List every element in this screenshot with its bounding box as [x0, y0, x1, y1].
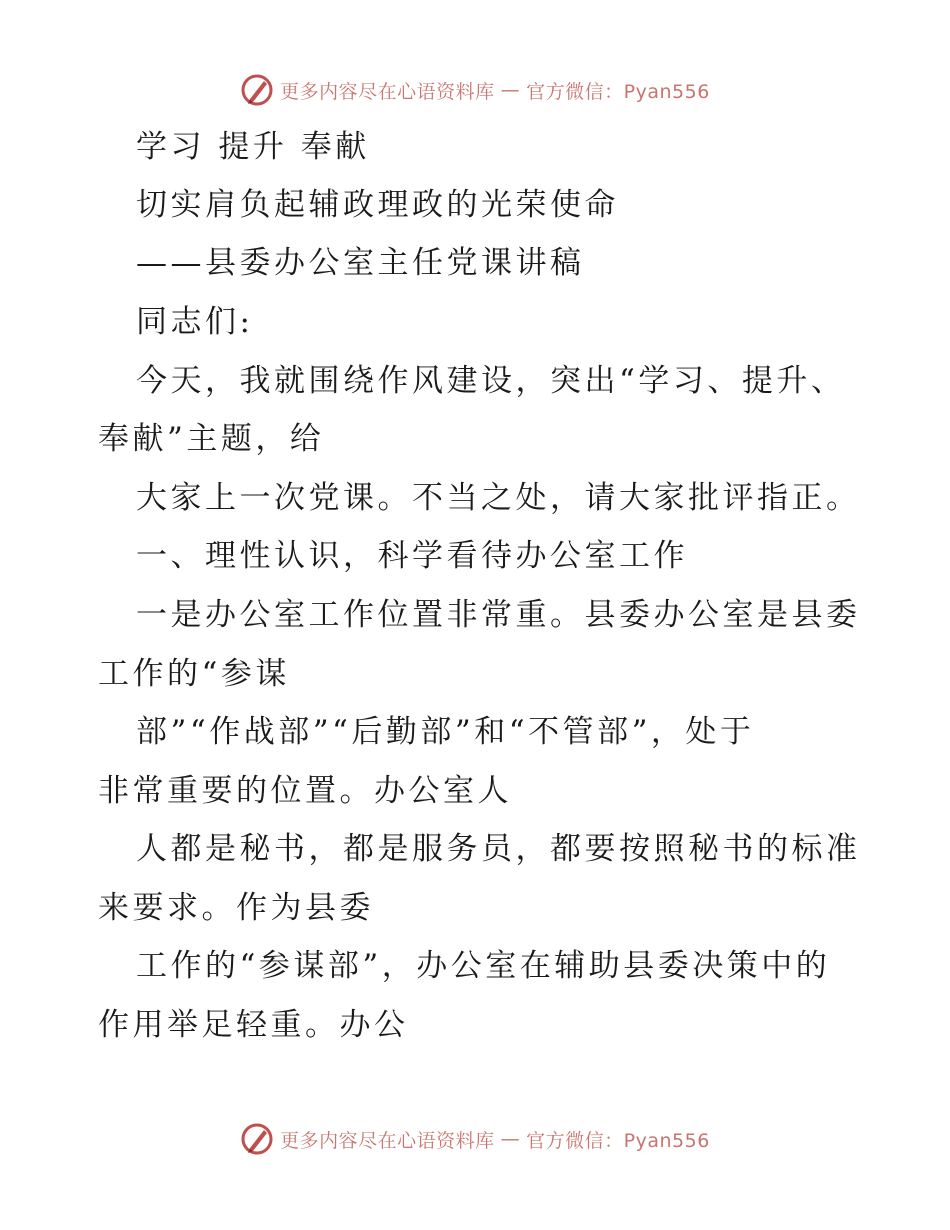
doc-salutation: 同志们:: [136, 304, 254, 340]
doc-title: 学习 提升 奉献: [136, 129, 370, 165]
doc-paragraph-line: 今天，我就围绕作风建设，突出“学习、提升、: [136, 363, 846, 399]
watermark-separator: —: [500, 1128, 521, 1150]
doc-paragraph-line: 大家上一次党课。不当之处，请大家批评指正。: [136, 480, 861, 516]
footer-watermark: [0, 1119, 950, 1159]
doc-paragraph-line: 来要求。作为县委: [98, 890, 374, 926]
header-watermark: [0, 70, 950, 110]
watermark-separator: —: [500, 79, 521, 101]
pen-logo-icon: [240, 1122, 274, 1156]
doc-paragraph-line: 一是办公室工作位置非常重。县委办公室是县委: [136, 597, 861, 633]
doc-byline: ——县委办公室主任党课讲稿: [136, 245, 585, 281]
watermark-text: 更多内容尽在心语资料库: [280, 1129, 495, 1152]
doc-section-heading: 一、理性认识，科学看待办公室工作: [136, 538, 688, 574]
watermark-text: 更多内容尽在心语资料库: [280, 80, 495, 103]
doc-paragraph-line: 工作的“参谋: [98, 656, 290, 692]
pen-logo-icon: [240, 73, 274, 107]
doc-subtitle: 切实肩负起辅政理政的光荣使命: [136, 187, 619, 223]
watermark-wechat: 官方微信：Pyan556: [526, 80, 710, 103]
doc-paragraph-line: 部”“作战部”“后勤部”和“不管部”，处于: [136, 714, 755, 750]
doc-paragraph-line: 非常重要的位置。办公室人: [98, 773, 512, 809]
doc-paragraph-line: 奉献”主题，给: [98, 421, 325, 457]
doc-paragraph-line: 工作的“参谋部”，办公室在辅助县委决策中的: [136, 948, 831, 984]
doc-paragraph-line: 作用举足轻重。办公: [98, 1007, 409, 1043]
watermark-wechat: 官方微信：Pyan556: [526, 1129, 710, 1152]
doc-paragraph-line: 人都是秘书，都是服务员，都要按照秘书的标准: [136, 831, 861, 867]
